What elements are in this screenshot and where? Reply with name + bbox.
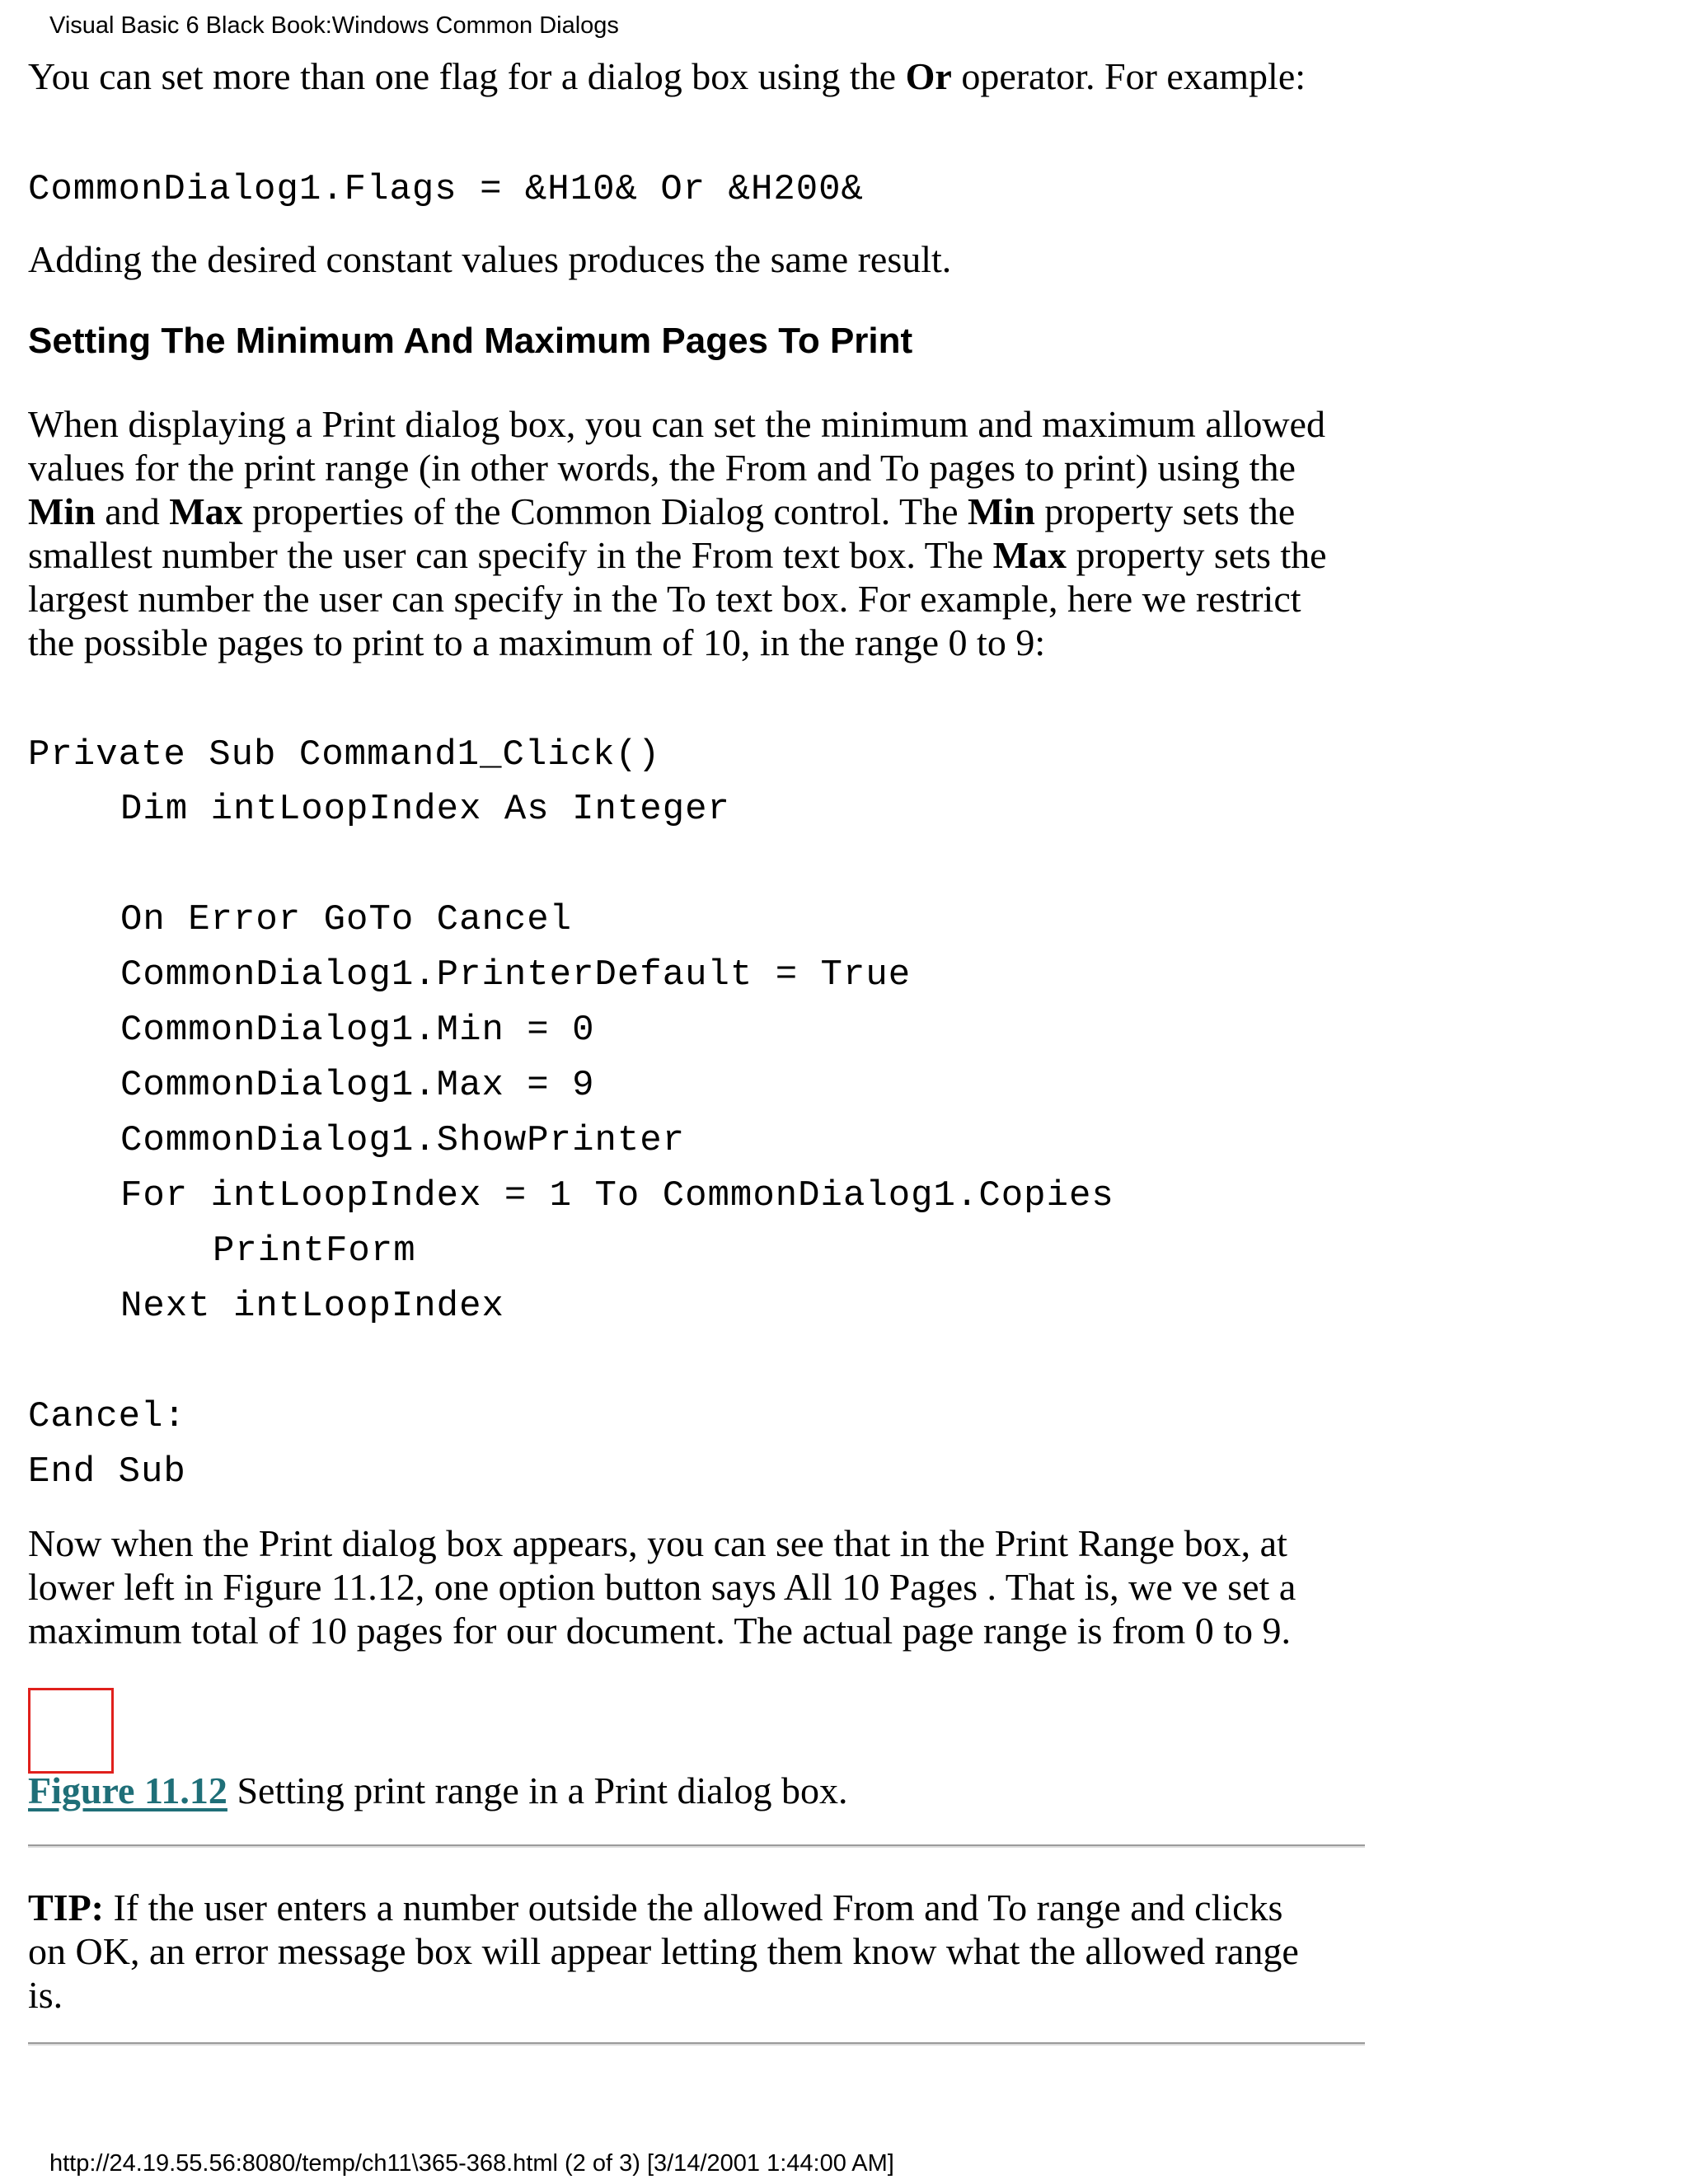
page-footer-url: http://24.19.55.56:8080/temp/ch11\365-368.html (2 of 3) [3/14/2001 1:44:00 AM] — [49, 2150, 894, 2177]
code-line: Private Sub Command1_Click() — [28, 734, 661, 776]
paragraph-line: When displaying a Print dialog box, you can set the minimum and maximum allowed — [28, 403, 1325, 445]
figure-link[interactable]: Figure 11.12 — [28, 1769, 227, 1811]
tip-line: is. — [28, 1974, 63, 2016]
paragraph-line: lower left in Figure 11.12, one option button says All 10 Pages . That is, we ve set a — [28, 1566, 1296, 1608]
constant-values-paragraph: Adding the desired constant values produces the same result. — [28, 238, 952, 280]
paragraph-line: the possible pages to print to a maximum of 10, in the range 0 to 9: — [28, 621, 1046, 663]
code-line: CommonDialog1.Min = 0 — [120, 1010, 595, 1051]
broken-image-placeholder — [28, 1688, 114, 1774]
section-heading: Setting The Minimum And Maximum Pages To Print — [28, 321, 913, 361]
tip-line: TIP: If the user enters a number outside the allowed From and To range and clicks — [28, 1886, 1283, 1929]
paragraph-line: values for the print range (in other words, the From and To pages to print) using the — [28, 447, 1296, 489]
code-line: On Error GoTo Cancel — [120, 899, 573, 940]
paragraph-line: largest number the user can specify in the To text box. For example, here we restrict — [28, 578, 1301, 620]
paragraph-line: smallest number the user can specify in the From text box. The Max property sets the — [28, 534, 1327, 576]
figure-caption: Figure 11.12 Setting print range in a Print dialog box. — [28, 1769, 848, 1811]
code-line: Next intLoopIndex — [120, 1286, 504, 1327]
paragraph-line: Now when the Print dialog box appears, you can see that in the Print Range box, at — [28, 1522, 1287, 1564]
page-header-title: Visual Basic 6 Black Book:Windows Common Dialogs — [49, 12, 619, 39]
code-line: For intLoopIndex = 1 To CommonDialog1.Copies — [120, 1175, 1114, 1216]
code-line: CommonDialog1.PrinterDefault = True — [120, 954, 912, 996]
code-line: Dim intLoopIndex As Integer — [120, 789, 730, 830]
code-line: PrintForm — [213, 1230, 416, 1272]
tip-line: on OK, an error message box will appear letting them know what the allowed range — [28, 1930, 1299, 1972]
paragraph-line: maximum total of 10 pages for our document. The actual page range is from 0 to 9. — [28, 1610, 1292, 1652]
horizontal-rule — [28, 2042, 1365, 2046]
paragraph-line: Min and Max properties of the Common Dialog control. The Min property sets the — [28, 490, 1296, 532]
code-line: End Sub — [28, 1451, 186, 1493]
tip-label: TIP: — [28, 1886, 104, 1929]
horizontal-rule — [28, 1844, 1365, 1848]
code-line: Cancel: — [28, 1396, 186, 1437]
flags-code-line: CommonDialog1.Flags = &H10& Or &H200& — [28, 169, 864, 210]
code-line: CommonDialog1.ShowPrinter — [120, 1120, 686, 1161]
code-line: CommonDialog1.Max = 9 — [120, 1065, 595, 1106]
or-operator-bold: Or — [905, 55, 952, 97]
intro-paragraph: You can set more than one flag for a dialog box using the Or operator. For example: — [28, 55, 1306, 97]
